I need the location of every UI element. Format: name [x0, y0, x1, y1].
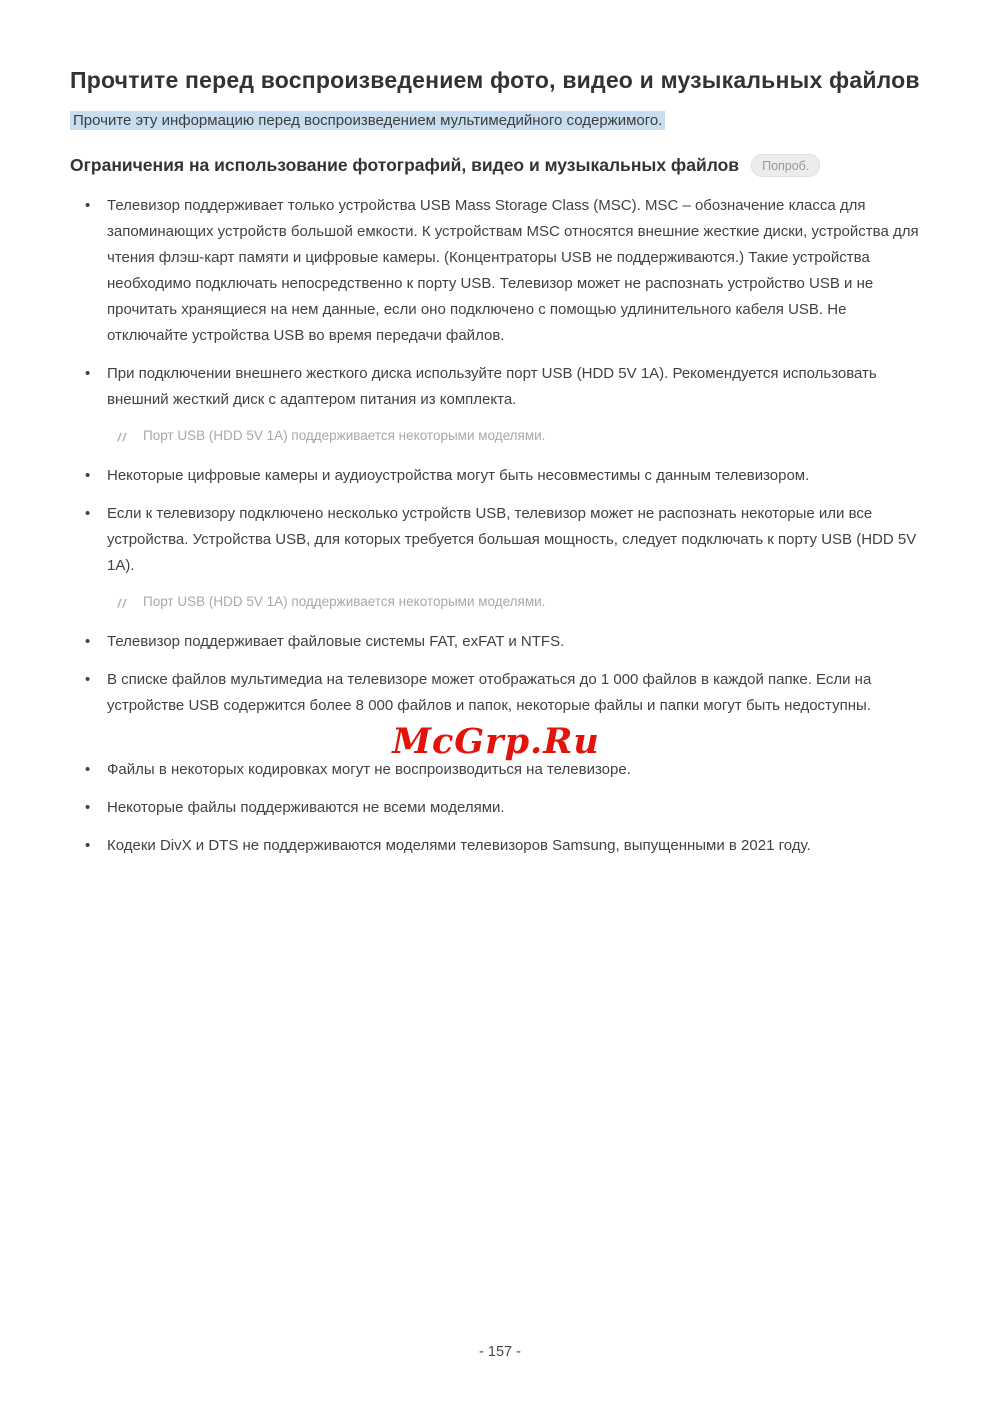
list-item: [70, 463, 922, 489]
intro-highlight: Прочите эту информацию перед воспроизведением мультимедийного содержимого.: [70, 111, 665, 130]
list-item-text: • Кодеки DivX и DTS не поддерживаются моделями телевизоров Samsung, выпущенными в 2021 году.: [107, 837, 811, 855]
watermark: McGrp.Ru: [392, 721, 600, 763]
list-item: [70, 629, 922, 655]
intro-line: [70, 110, 922, 132]
list-item: [70, 757, 922, 783]
page-title: Прочтите перед воспроизведением фото, видео и музыкальных файлов: [70, 67, 920, 93]
section-title: Ограничения на использование фотографий, видео и музыкальных файлов: [70, 154, 740, 175]
list-item: [70, 667, 922, 719]
list-item: [70, 361, 922, 413]
list-item: [70, 833, 922, 859]
list-item-text: • При подключении внешнего жесткого диска используйте порт USB (HDD 5V 1A). Рекомендуется использовать внешний жесткий диск с адаптером питания из комплекта.: [107, 365, 877, 409]
note-icon: [115, 429, 128, 442]
list-item-text: • В списке файлов мультимедиа на телевизоре может отображаться до 1 000 файлов в каждой папке. Если на устройстве USB содержится более 8 000 файлов и папок, некоторые файлы и папки могут быть недоступны.: [107, 671, 872, 715]
section-heading-row: [70, 154, 922, 178]
list-item: [70, 795, 922, 821]
model-note-text: Порт USB (HDD 5V 1A) поддерживается некоторыми моделями.: [143, 594, 546, 610]
list-item: [70, 501, 922, 579]
list-item-text: • Если к телевизору подключено несколько устройств USB, телевизор может не распознать некоторые или все устройства. Устройства USB, для которых требуется большая мощность, следует подключать к порту USB (HDD 5V 1A).: [107, 505, 917, 575]
list-item-text: • Телевизор поддерживает файловые системы FAT, exFAT и NTFS.: [107, 633, 565, 651]
model-note-text: Порт USB (HDD 5V 1A) поддерживается некоторыми моделями.: [143, 428, 546, 444]
bullet-list: [70, 193, 922, 859]
list-item-text: • Некоторые цифровые камеры и аудиоустройства могут быть несовместимы с данным телевизором.: [107, 467, 810, 485]
page-number: - 157 -: [479, 1344, 521, 1360]
list-item: [70, 193, 922, 349]
model-note: [70, 425, 922, 447]
list-item-text: • Телевизор поддерживает только устройства USB Mass Storage Class (MSC). MSC – обозначение класса для запоминающих устройств большой емкости. К устройствам MSC относятся внешние жесткие диски, устройства для чтения флэш-карт памяти и цифровые камеры. (Концентраторы USB не поддерживаются.) Такие устройства необходимо подключать непосредственно к порту USB. Телевизор может не распознать устройство USB и не прочитать хранящиеся на нем данные, если оно подключено с помощью удлинительного кабеля USB. Не отключайте устройства USB во время передачи файлов.: [107, 197, 919, 345]
model-note: [70, 591, 922, 613]
list-item-text: • Файлы в некоторых кодировках могут не воспроизводиться на телевизоре.: [107, 761, 631, 779]
note-icon: [115, 595, 128, 608]
try-now-badge[interactable]: Попроб.: [751, 154, 820, 178]
list-item-text: • Некоторые файлы поддерживаются не всеми моделями.: [107, 799, 505, 817]
